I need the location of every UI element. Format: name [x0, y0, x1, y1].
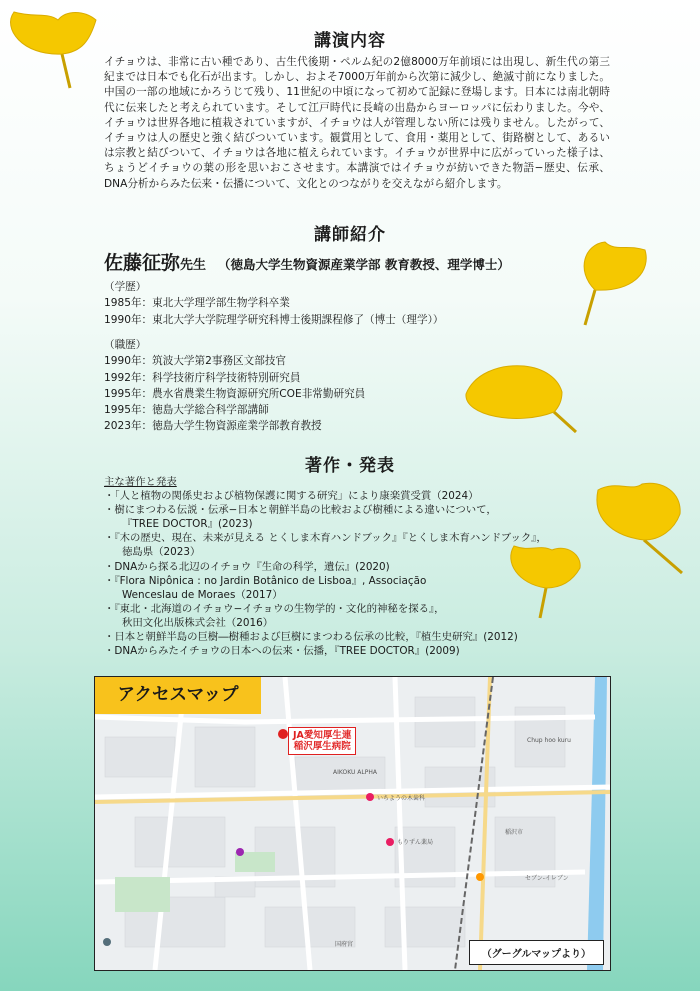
education-heading: （学歴）	[104, 281, 147, 293]
publication-item: ・『木の歴史、現在、未来が見える とくしま木育ハンドブック』『とくしま木育ハンドブック』，	[104, 532, 547, 545]
publications-list	[104, 475, 584, 658]
hospital-pin-line1: JA愛知厚生連	[293, 730, 352, 741]
hospital-pin-label	[288, 727, 356, 755]
speaker-name: 佐藤征弥	[104, 252, 181, 274]
publication-item: ・DNAからみたイチョウの日本への伝来・伝播，『TREE DOCTOR』(2009)	[104, 645, 460, 658]
publication-item-cont: 徳島県（2023）	[122, 546, 201, 559]
speaker-section-title: 講師紹介	[314, 225, 386, 245]
access-map-title: アクセスマップ	[95, 677, 261, 714]
lecture-body-text: イチョウは、非常に古い種であり、古生代後期・ペルム紀の2億8000万年前頃には出現し、新生代の第三紀までは日本でも化石が出ます。しかし、およそ7000万年前から次第に減少し、絶滅寸前になりました。中国の一部の地域にかろうじて残り、11世紀の中頃になって初めて記録に登場します。日本には南北朝時代に伝来したと考えられています。そして江戸時代に長崎の出島からヨーロッパに伝わりました。今や、イチョウは世界各地に植栽されていますが、イチョウは人が管理しない所には残りません。したがって、イチョウは人の歴史と強く結びついています。観賞用として、食用・薬用として、街路樹として、あるいは宗教と結びついて、イチョウは各地に植えられています。イチョウが世界中に広がっていった様子は、ちょうどイチョウの葉の形を思いおこさせます。本講演ではイチョウが紡いできた物語−歴史、伝承、DNA分析からみた伝来・伝播について、文化とのつながりを交えながら紹介します。	[104, 56, 610, 190]
education-item: 1990年：東北大学大学院理学研究科博士後期課程修了（博士（理学））	[104, 313, 444, 326]
publication-item: ・「人と植物の関係史および植物保護に関する研究」により康楽賞受賞（2024）	[104, 490, 479, 503]
publications-lead: 主な著作と発表	[104, 476, 177, 488]
career-item: 1995年：徳島大学総合科学部講師	[104, 404, 269, 417]
publication-item: ・『Flora Nipônica : no Jardin Botânico de Lisboa』, Associação	[104, 574, 427, 587]
ginkgo-leaf-icon	[582, 478, 692, 578]
map-credit: （グーグルマップより）	[469, 940, 604, 965]
lecture-title: 講演内容	[314, 31, 386, 51]
career-heading: （職歴）	[104, 339, 147, 351]
speaker-line	[104, 248, 510, 275]
map-label: 国府宮	[335, 941, 354, 948]
publication-item-cont: 『TREE DOCTOR』(2023)	[122, 518, 253, 531]
publication-item: ・日本と朝鮮半島の巨樹―樹種および巨樹にまつわる伝承の比較，『植生史研究』(2012)	[104, 631, 518, 644]
publication-item-cont: Wenceslau de Moraes（2017）	[122, 588, 283, 601]
map-label: いちようの木歯科	[377, 795, 426, 802]
publication-item: ・樹にまつわる伝説・伝承−日本と朝鮮半島の比較および樹種による違いについて，	[104, 504, 497, 517]
education-item: 1985年：東北大学理学部生物学科卒業	[104, 297, 290, 310]
map-graphic[interactable]	[95, 677, 610, 970]
publications-title: 著作・発表	[305, 456, 395, 476]
access-map[interactable]	[94, 676, 611, 971]
publication-item: ・DNAから探る北辺のイチョウ『生命の科学，遺伝』(2020)	[104, 560, 390, 573]
map-label: 稲沢市	[505, 829, 524, 836]
map-label: もりずん薬局	[397, 839, 434, 846]
career-item: 2023年：徳島大学生物資源産業学部教育教授	[104, 420, 322, 433]
map-label: AIKOKU ALPHA	[333, 769, 377, 776]
speaker-affiliation: （徳島大学生物資源産業学部 教育教授、理学博士）	[218, 257, 510, 272]
map-label: Chup hoo kuru	[527, 737, 571, 744]
career-item: 1995年：農水省農業生物資源研究所COE非常勤研究員	[104, 387, 366, 400]
speaker-honorific: 先生	[180, 258, 207, 273]
publication-item: ・『東北・北海道のイチョウ−イチョウの生物学的・文化的神秘を探る』，	[104, 602, 445, 615]
career-item: 1992年：科学技術庁科学技術特別研究員	[104, 371, 301, 384]
hospital-pin-line2: 稲沢厚生病院	[293, 741, 351, 752]
career-list	[104, 337, 365, 435]
career-item: 1990年：筑波大学第2事務区文部技官	[104, 355, 287, 368]
ginkgo-leaf-icon	[555, 240, 655, 330]
ginkgo-leaf-icon	[458, 354, 588, 444]
map-label: セブン-イレブン	[525, 875, 569, 882]
publication-item-cont: 秋田文化出版株式会社（2016）	[122, 616, 274, 629]
education-list	[104, 279, 443, 328]
